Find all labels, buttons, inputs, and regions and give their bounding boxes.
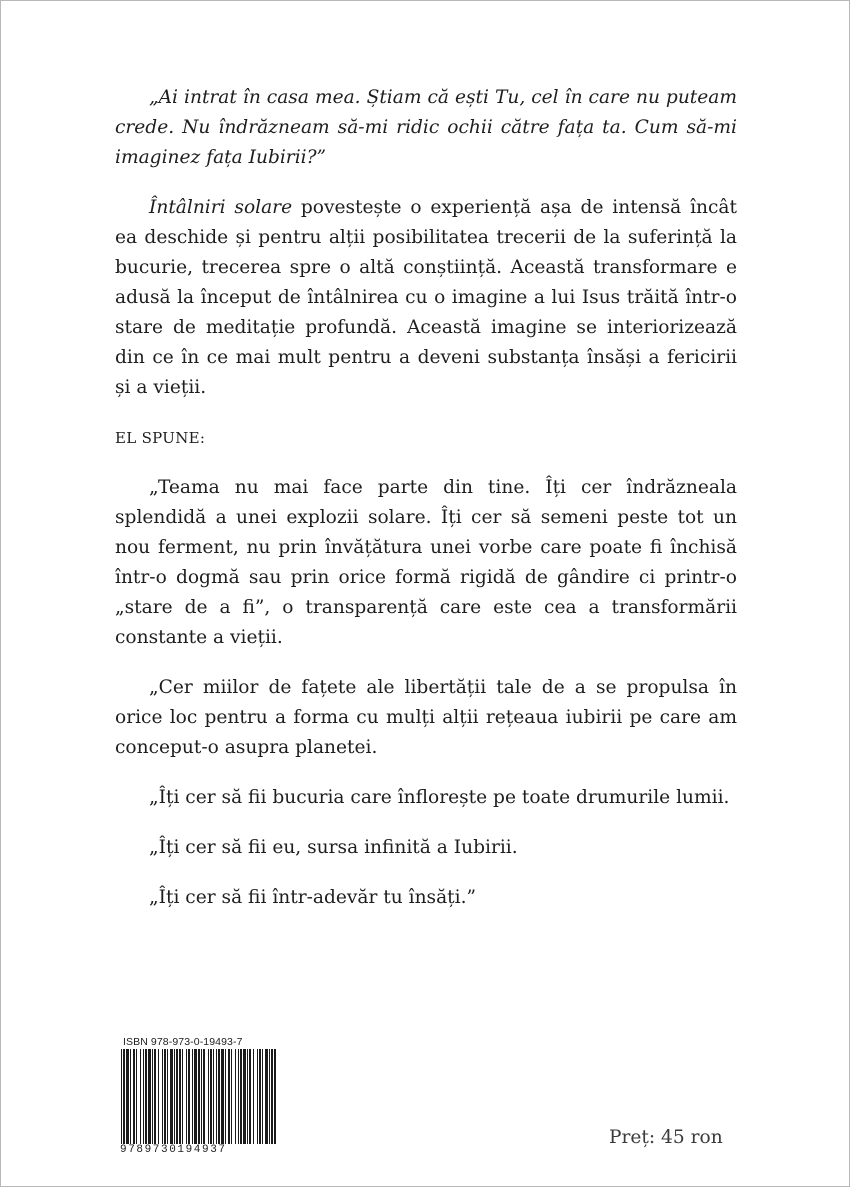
barcode-bar (221, 1049, 224, 1149)
barcode-bar (203, 1049, 205, 1149)
barcode-bar (167, 1049, 168, 1149)
barcode-bar (198, 1049, 200, 1149)
barcode-bar (271, 1049, 273, 1149)
barcode-bar (218, 1049, 220, 1149)
barcode-bar (210, 1049, 212, 1149)
barcode-bar (136, 1049, 137, 1149)
intro-quote: „Ai intrat în casa mea. Știam că ești Tu, cel în care nu puteam crede. Nu îndrăzneam să-mi ridic ochii către fața ta. Cum să-mi imaginez fața Iubirii?” (115, 87, 737, 168)
book-description (115, 193, 737, 403)
barcode-bar (145, 1049, 147, 1149)
barcode-bar (249, 1049, 251, 1149)
barcode-bar (179, 1049, 181, 1149)
barcode-bar (158, 1049, 159, 1149)
barcode-bar (174, 1049, 175, 1149)
cover-text (115, 83, 737, 913)
paragraph-1: „Teama nu mai face parte din tine. Îți cer îndrăzneala splendidă a unei explozii solare. Îți cer să semeni peste tot un nou ferment, nu prin învățătura unei vorbe care poate fi închisă într-o dogmă sau prin orice formă rigidă de gândire ci printr-o „stare de a fi”, o transparență care este cea a transformării constante a vieții. (115, 477, 737, 648)
barcode-bar (269, 1049, 270, 1149)
barcode-bar (262, 1049, 263, 1149)
paragraph-5: „Îți cer să fii într-adevăr tu însăți.” (149, 887, 477, 908)
barcode-bar (265, 1049, 268, 1149)
barcode-bar (164, 1049, 166, 1149)
barcode-bar (240, 1049, 242, 1149)
barcode-bar (186, 1049, 187, 1149)
isbn-label: ISBN 978-973-0-19493-7 (123, 1036, 243, 1048)
barcode-bar (238, 1049, 239, 1149)
barcode-bar (216, 1049, 217, 1149)
barcode-bar (123, 1049, 125, 1149)
barcode-bar (231, 1049, 232, 1149)
barcode-bar (176, 1049, 178, 1149)
barcode-bar (259, 1049, 261, 1149)
barcode-bar (148, 1049, 151, 1149)
section-heading: EL SPUNE: (115, 429, 206, 447)
barcode-bar (133, 1049, 135, 1149)
description-text: povestește o experiență așa de intensă încât ea deschide și pentru alții posibilitatea trecerii de la suferință la bucurie, trecerea spre o altă conștiință. Această transformare e adusă la început de întâlnirea cu o imagine a lui Isus trăită într-o stare de meditație profundă. Această imagine se interiorizează din ce în ce mai mult pentru a deveni substanța însăși a fericirii și a vieții. (115, 197, 737, 398)
barcode-bar (228, 1049, 230, 1149)
barcode-bar (208, 1049, 209, 1149)
paragraph-3: „Îți cer să fii bucuria care înflorește pe toate drumurile lumii. (149, 787, 730, 808)
barcode-bar (130, 1049, 131, 1149)
barcode-bar (162, 1049, 163, 1149)
barcode-bar (143, 1049, 144, 1149)
price: Preț: 45 ron (609, 1127, 723, 1148)
barcode-bar (274, 1049, 276, 1149)
barcode-bar (170, 1049, 173, 1149)
barcode-bar (243, 1049, 246, 1149)
barcode-bar (182, 1049, 183, 1149)
barcode-bar (188, 1049, 190, 1149)
barcode-bar (154, 1049, 156, 1149)
barcode-bar (140, 1049, 141, 1149)
paragraph-2: „Cer miilor de fațete ale libertății tale de a se propulsa în orice loc pentru a forma cu mulți alții rețeaua iubirii pe care am conceput-o asupra planetei. (115, 677, 737, 758)
paragraph-4: „Îți cer să fii eu, sursa infinită a Iubirii. (149, 837, 518, 858)
barcode-bar (126, 1049, 129, 1149)
barcode-bar (253, 1049, 254, 1149)
barcode-bar (225, 1049, 226, 1149)
book-title: Întâlniri solare (149, 197, 293, 218)
barcode-bar (213, 1049, 214, 1149)
isbn-barcode (119, 1036, 283, 1158)
barcode-bar (247, 1049, 248, 1149)
barcode-bar (192, 1049, 193, 1149)
barcode-digits: 9789730194937 (119, 1144, 284, 1156)
barcode-bar (257, 1049, 258, 1149)
barcode-bar (201, 1049, 202, 1149)
barcode-icon (119, 1049, 279, 1149)
barcode-bar (235, 1049, 236, 1149)
barcode-bar (194, 1049, 197, 1149)
barcode-bar (121, 1049, 122, 1149)
barcode-bar (152, 1049, 153, 1149)
